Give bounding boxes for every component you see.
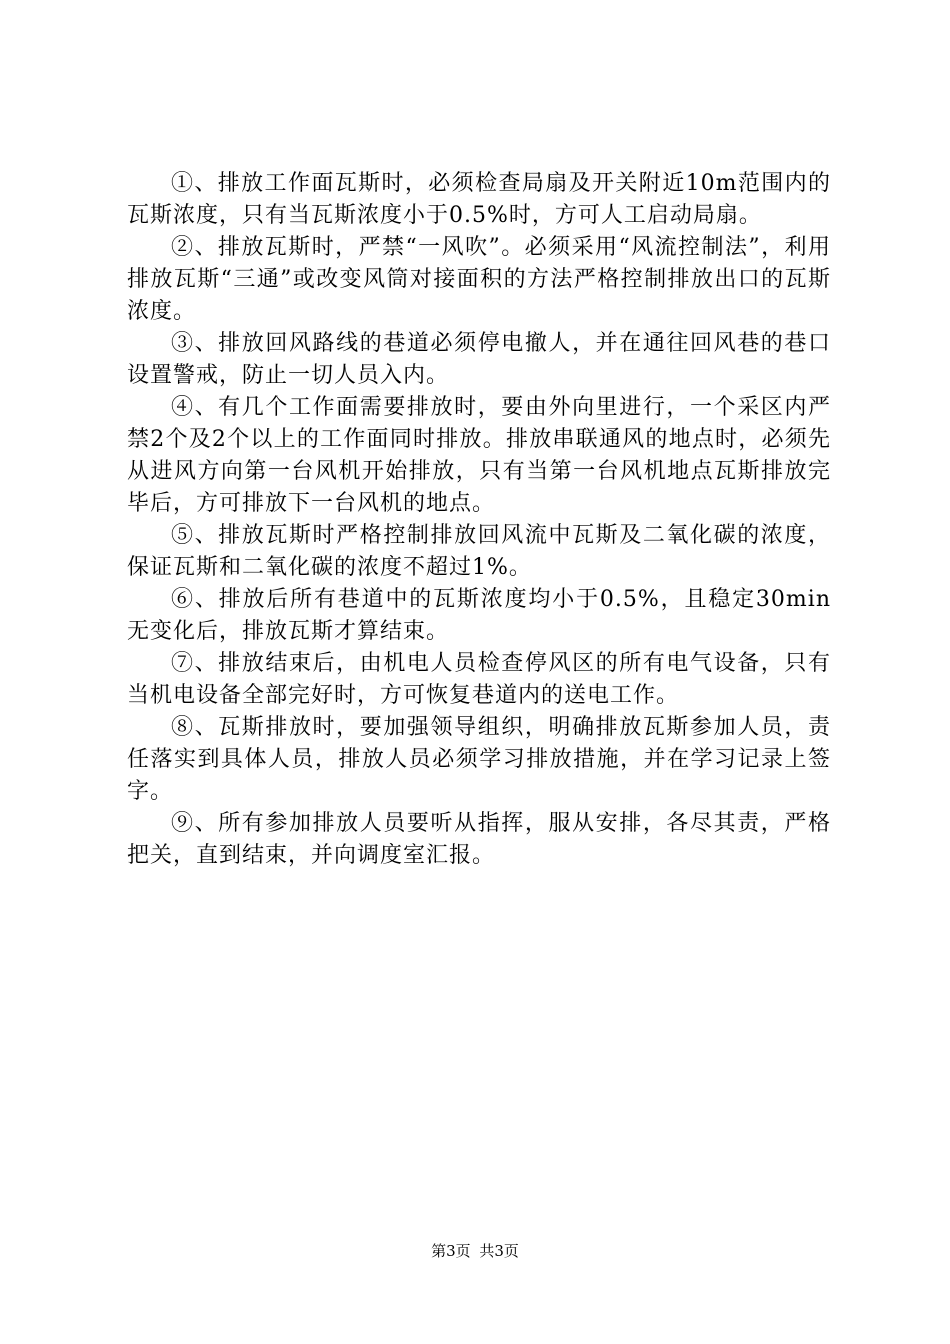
document-body (127, 168, 831, 872)
paragraph-9: ⑨、所有参加排放人员要听从指挥，服从安排，各尽其责，严格把关，直到结束，并向调度室汇报。 (127, 811, 831, 868)
paragraph-3: ③、排放回风路线的巷道必须停电撤人，并在通往回风巷的巷口设置警戒，防止一切人员入内。 (127, 331, 831, 388)
paragraph-2: ②、排放瓦斯时，严禁“一风吹”。必须采用“风流控制法”，利用排放瓦斯“三通”或改变风筒对接面积的方法严格控制排放出口的瓦斯浓度。 (127, 235, 831, 324)
paragraph-1: ①、排放工作面瓦斯时，必须检查局扇及开关附近10m范围内的瓦斯浓度，只有当瓦斯浓度小于0.5%时，方可人工启动局扇。 (127, 171, 831, 228)
paragraph-8: ⑧、瓦斯排放时，要加强领导组织，明确排放瓦斯参加人员，责任落实到具体人员，排放人员必须学习排放措施，并在学习记录上签字。 (127, 715, 831, 804)
page-total: 共3页 (479, 1242, 519, 1260)
page-footer (0, 1241, 950, 1261)
paragraph-4: ④、有几个工作面需要排放时，要由外向里进行，一个采区内严禁2个及2个以上的工作面同时排放。排放串联通风的地点时，必须先从进风方向第一台风机开始排放，只有当第一台风机地点瓦斯排放完毕后，方可排放下一台风机的地点。 (127, 395, 831, 516)
paragraph-6: ⑥、排放后所有巷道中的瓦斯浓度均小于0.5%，且稳定30min无变化后，排放瓦斯才算结束。 (127, 587, 831, 644)
paragraph-7: ⑦、排放结束后，由机电人员检查停风区的所有电气设备，只有当机电设备全部完好时，方可恢复巷道内的送电工作。 (127, 651, 831, 708)
paragraph-5: ⑤、排放瓦斯时严格控制排放回风流中瓦斯及二氧化碳的浓度，保证瓦斯和二氧化碳的浓度不超过1%。 (127, 523, 831, 580)
page-number: 第3页 (431, 1242, 471, 1260)
